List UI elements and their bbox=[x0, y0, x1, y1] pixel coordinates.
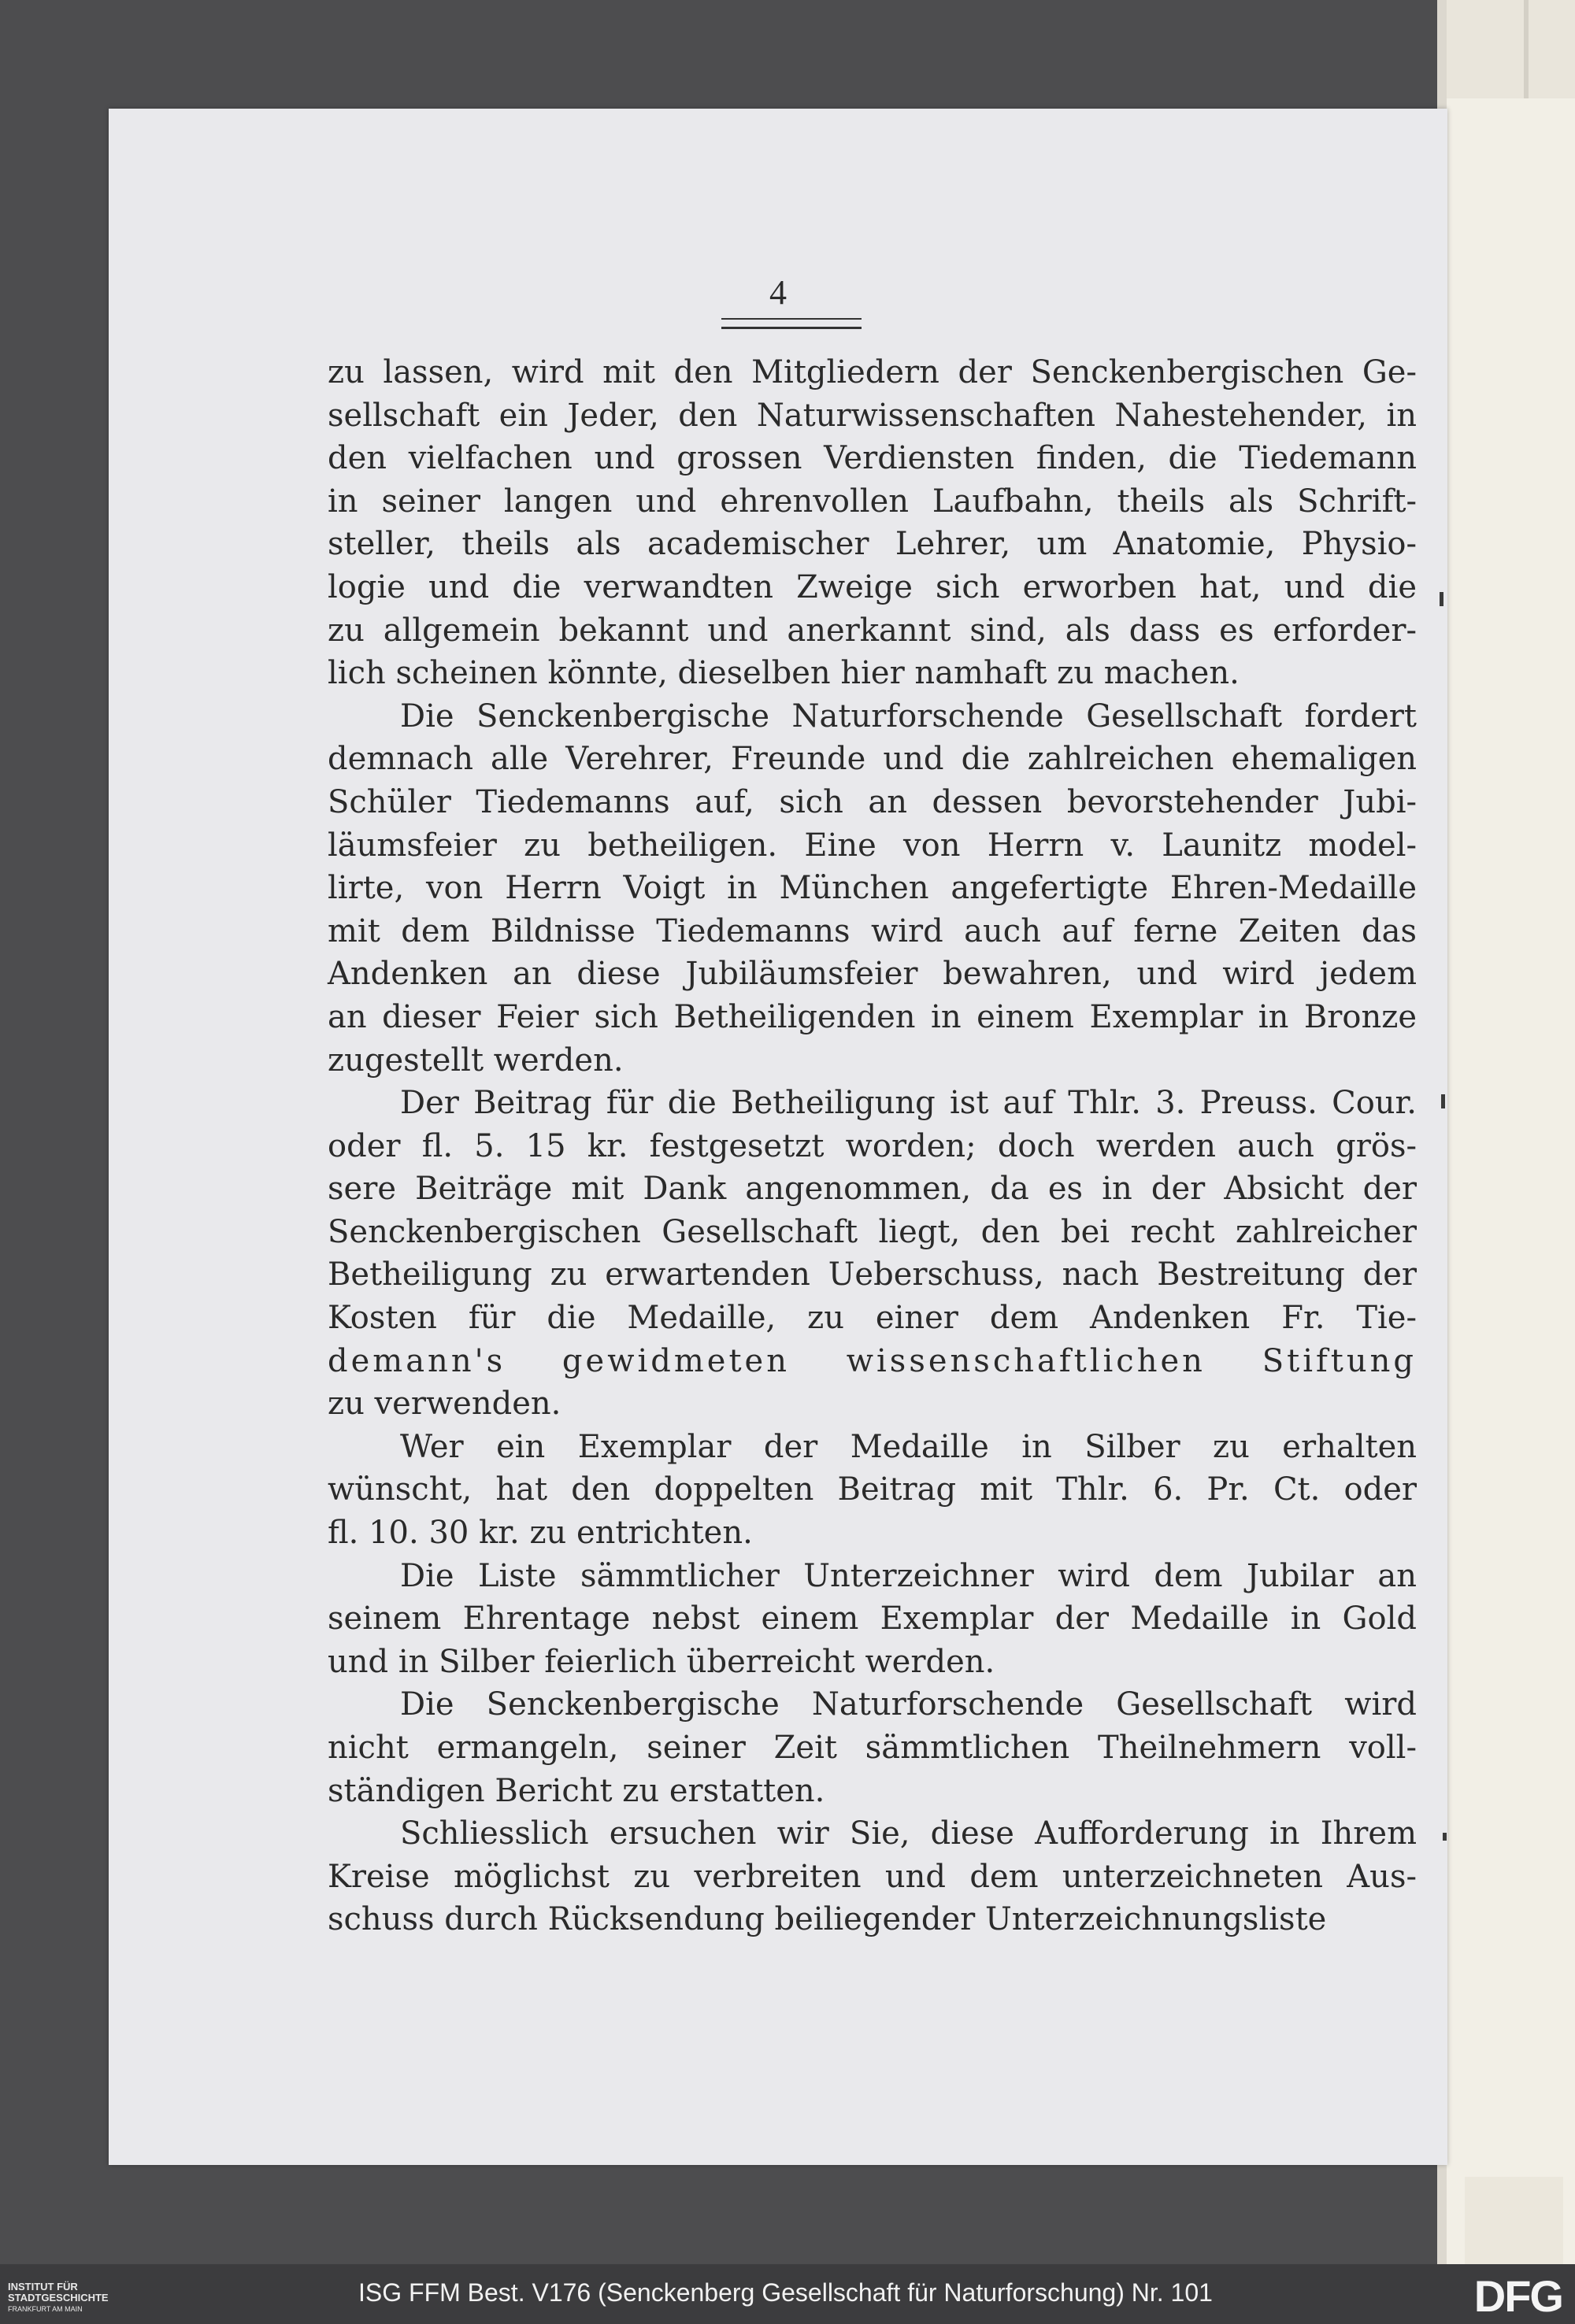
text-line: seinem Ehrentage nebst einem Exemplar der Medaille in Gold bbox=[328, 1601, 1417, 1638]
margin-mark bbox=[1441, 1094, 1445, 1108]
text-line: Die Senckenbergische Naturforschende Gesellschaft wird bbox=[400, 1686, 1417, 1723]
text-line: oder fl. 5. 15 kr. festgesetzt worden; doch werden auch grös- bbox=[328, 1127, 1417, 1164]
dfg-logo: DFG bbox=[1473, 2271, 1562, 2321]
document-page bbox=[109, 109, 1447, 2165]
text-line: zu allgemein bekannt und anerkannt sind, als dass es erforder- bbox=[328, 612, 1417, 649]
text-line: und in Silber feierlich überreicht werden. bbox=[328, 1643, 995, 1680]
text-line: Schüler Tiedemanns auf, sich an dessen bevorstehender Jubi- bbox=[328, 783, 1417, 820]
archive-caption: ISG FFM Best. V176 (Senckenberg Gesellschaft für Naturforschung) Nr. 101 bbox=[358, 2278, 1213, 2307]
text-line: in seiner langen und ehrenvollen Laufbahn, theils als Schrift- bbox=[328, 483, 1417, 520]
text-line: Senckenbergischen Gesellschaft liegt, den bei recht zahlreicher bbox=[328, 1213, 1417, 1250]
text-line: zu verwenden. bbox=[328, 1386, 561, 1423]
text-line: ständigen Bericht zu erstatten. bbox=[328, 1772, 825, 1809]
text-line: nicht ermangeln, seiner Zeit sämmtlichen Theilnehmern voll- bbox=[328, 1730, 1417, 1766]
text-line: logie und die verwandten Zweige sich erworben hat, und die bbox=[328, 568, 1417, 605]
text-line: Der Beitrag für die Betheiligung ist auf Thlr. 3. Preuss. Cour. bbox=[400, 1085, 1417, 1122]
margin-mark bbox=[1440, 592, 1443, 606]
text-line: Die Senckenbergische Naturforschende Gesellschaft fordert bbox=[400, 698, 1417, 735]
page-number: 4 bbox=[769, 273, 787, 312]
margin-mark bbox=[1443, 1833, 1447, 1841]
text-line: sere Beiträge mit Dank angenommen, da es in der Absicht der bbox=[328, 1171, 1417, 1208]
text-line: lirte, von Herrn Voigt in München angefertigte Ehren-Medaille bbox=[328, 870, 1417, 907]
text-line: zugestellt werden. bbox=[328, 1042, 624, 1079]
text-line: Kosten für die Medaille, zu einer dem Andenken Fr. Tie- bbox=[328, 1300, 1417, 1337]
text-line: Wer ein Exemplar der Medaille in Silber zu erhalten bbox=[400, 1428, 1417, 1465]
text-line: an dieser Feier sich Betheiligenden in einem Exemplar in Bronze bbox=[328, 998, 1417, 1035]
text-line: lich scheinen könnte, dieselben hier namhaft zu machen. bbox=[328, 655, 1240, 692]
text-line: demann's gewidmeten wissenschaftlichen Stiftung bbox=[328, 1342, 1417, 1379]
text-line: Kreise möglichst zu verbreiten und dem unterzeichneten Aus- bbox=[328, 1858, 1417, 1895]
text-line: fl. 10. 30 kr. zu entrichten. bbox=[328, 1515, 753, 1552]
header-double-rule bbox=[721, 318, 862, 329]
text-line: Betheiligung zu erwartenden Ueberschuss, nach Bestreitung der bbox=[328, 1256, 1417, 1293]
text-line: sellschaft ein Jeder, den Naturwissenschaften Nahestehender, in bbox=[328, 397, 1417, 434]
text-line: Die Liste sämmtlicher Unterzeichner wird dem Jubilar an bbox=[400, 1557, 1417, 1594]
text-line: wünscht, hat den doppelten Beitrag mit Thlr. 6. Pr. Ct. oder bbox=[328, 1471, 1417, 1508]
text-line: den vielfachen und grossen Verdiensten finden, die Tiedemann bbox=[328, 440, 1417, 477]
text-line: schuss durch Rücksendung beiliegender Unterzeichnungsliste bbox=[328, 1901, 1327, 1938]
text-line: zu lassen, wird mit den Mitgliedern der Senckenbergischen Ge- bbox=[328, 354, 1417, 390]
text-line: Schliesslich ersuchen wir Sie, diese Aufforderung in Ihrem bbox=[400, 1815, 1417, 1852]
text-line: Andenken an diese Jubiläumsfeier bewahren, und wird jedem bbox=[328, 956, 1417, 993]
text-line: mit dem Bildnisse Tiedemanns wird auch auf ferne Zeiten das bbox=[328, 912, 1417, 949]
institute-logo: INSTITUT FÜR STADTGESCHICHTE FRANKFURT AM MAIN bbox=[8, 2281, 109, 2313]
text-line: demnach alle Verehrer, Freunde und die zahlreichen ehemaligen bbox=[328, 741, 1417, 778]
text-line: steller, theils als academischer Lehrer, um Anatomie, Physio- bbox=[328, 526, 1417, 563]
body-text bbox=[328, 351, 1417, 1941]
adjacent-page-edge bbox=[1437, 0, 1575, 2264]
footer-bar bbox=[0, 2264, 1575, 2324]
text-line: läumsfeier zu betheiligen. Eine von Herrn v. Launitz model- bbox=[328, 827, 1417, 864]
